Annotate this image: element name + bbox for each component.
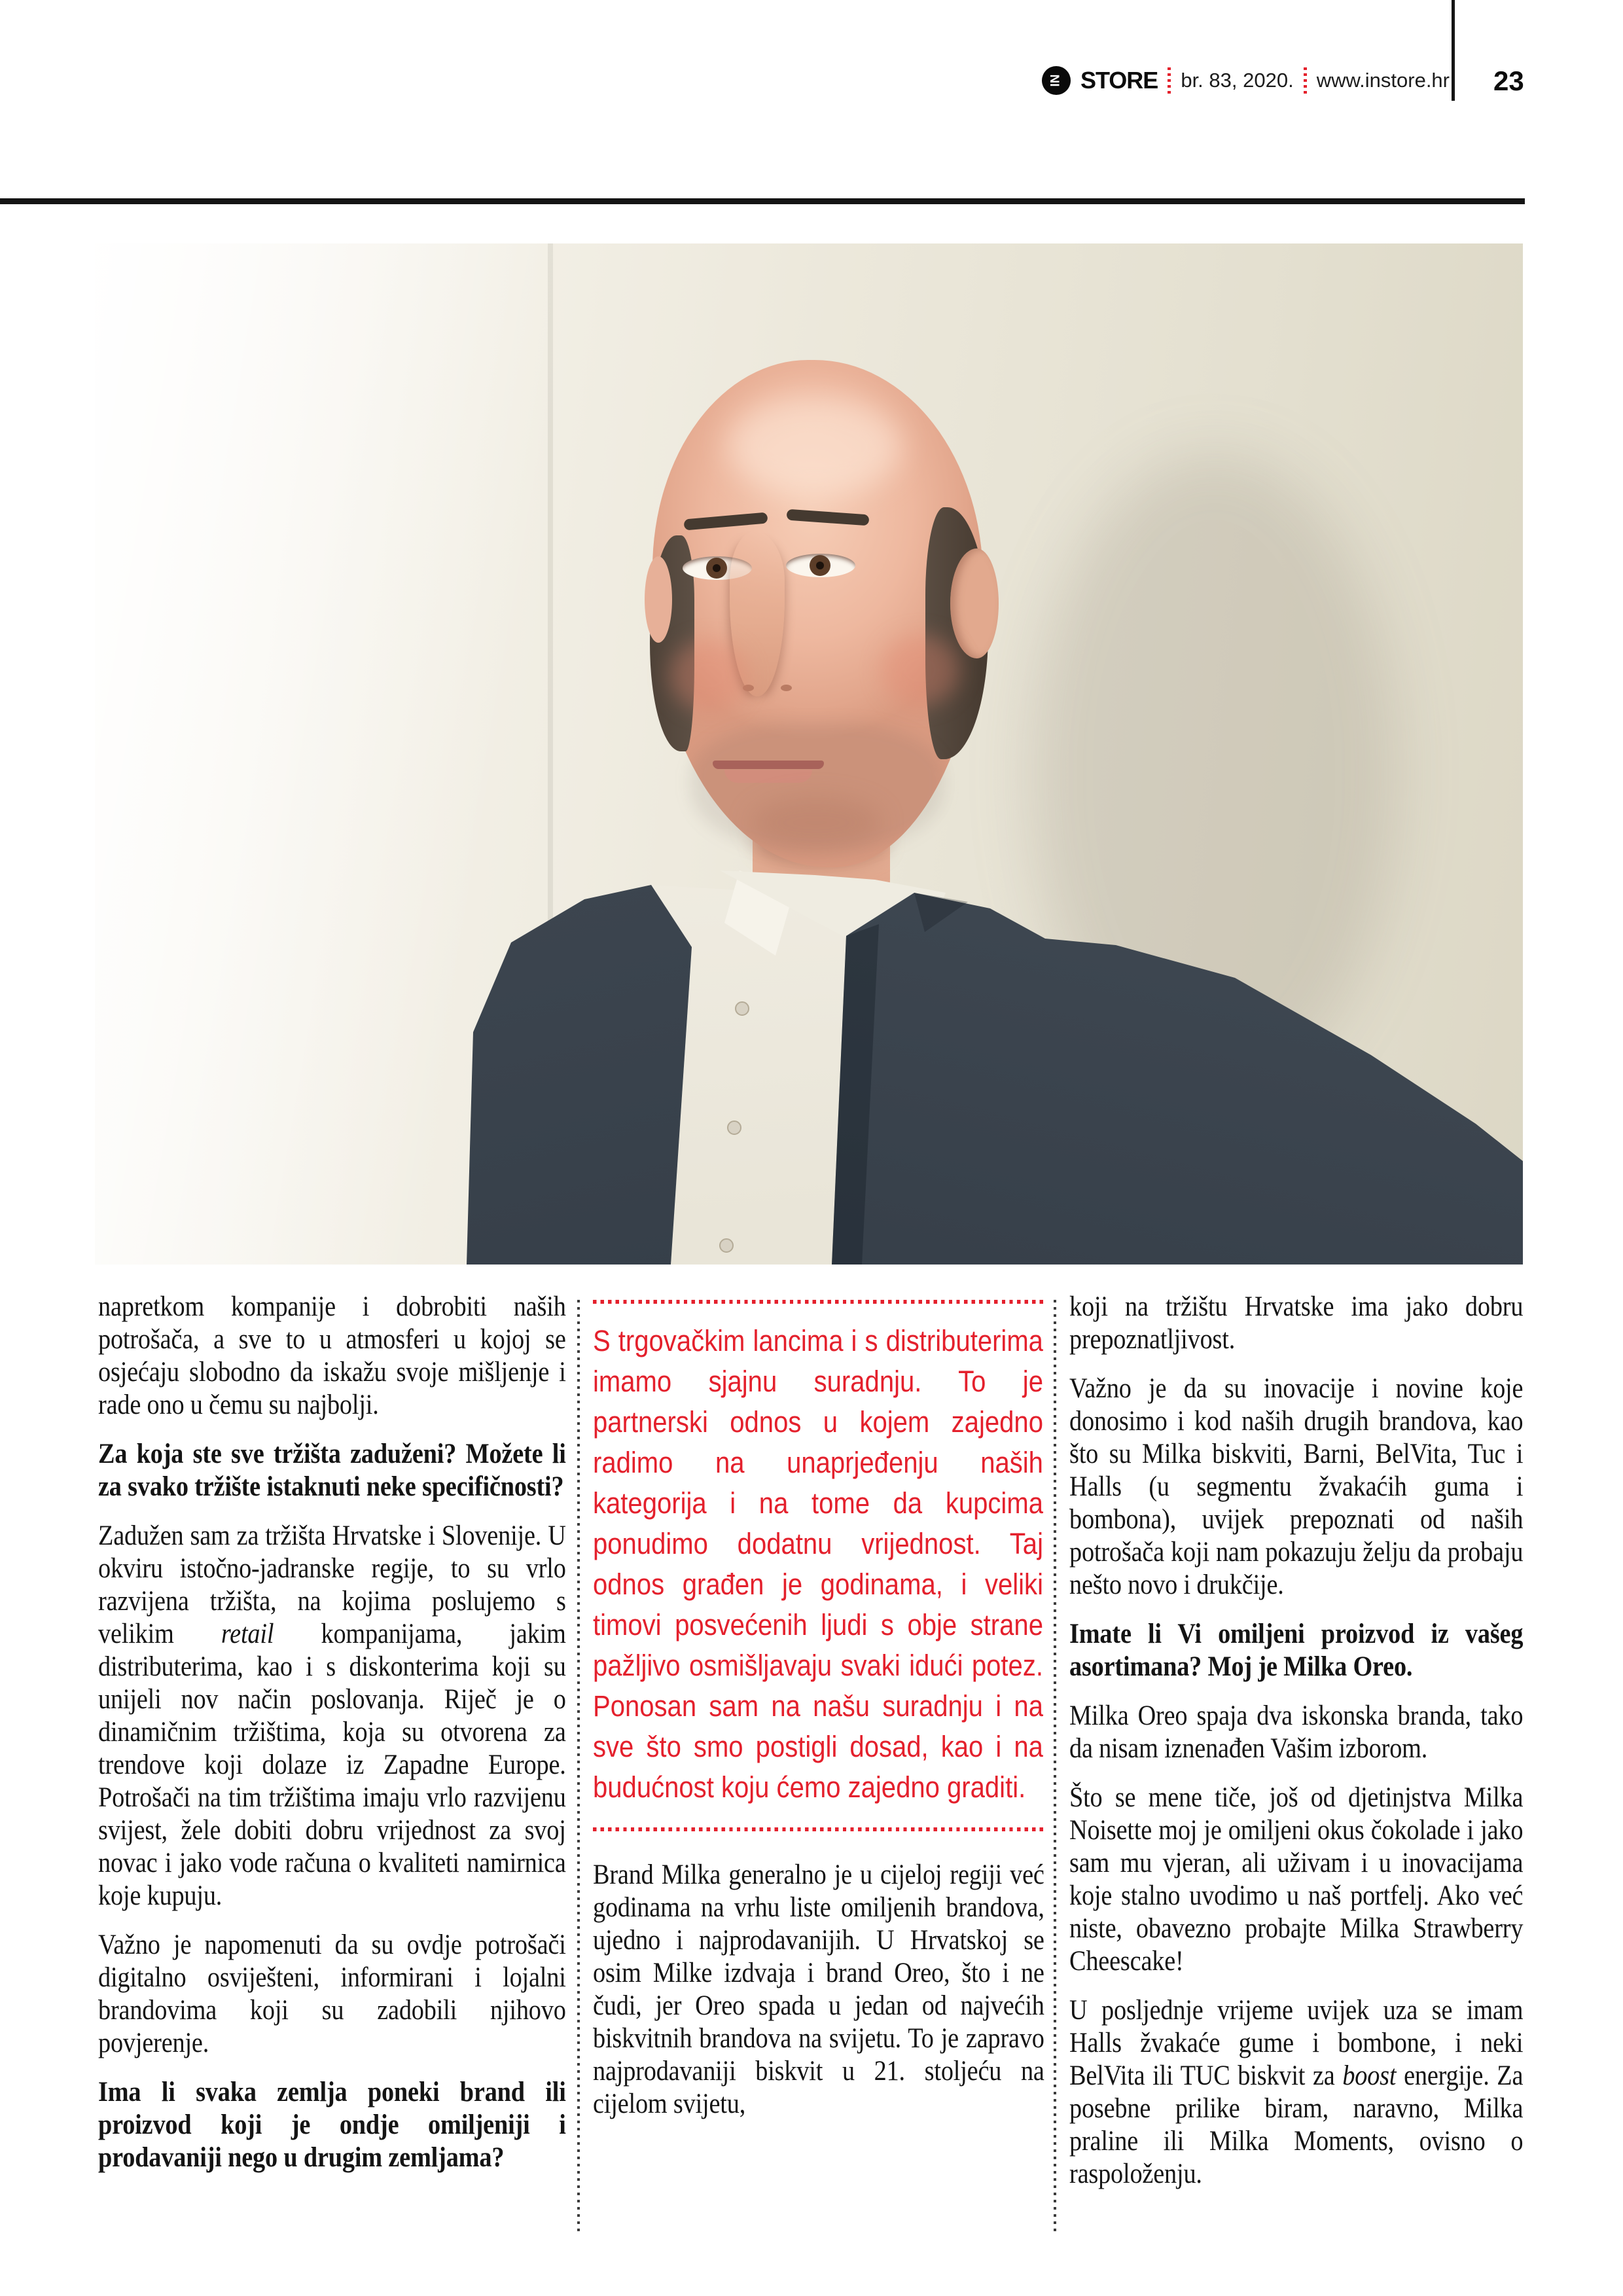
interview-question: Imate li Vi omiljeni proizvod iz vašeg asortimana? Moj je Milka Oreo. <box>1069 1619 1524 1682</box>
masthead-website: www.instore.hr <box>1316 69 1450 92</box>
eyebrow-right <box>787 509 870 526</box>
quote-dotted-border-bottom <box>593 1827 1044 1831</box>
chin-shading <box>751 797 882 848</box>
shirt-button <box>735 1001 749 1016</box>
cheek-blush <box>881 635 959 706</box>
header-rule <box>0 198 1525 204</box>
mouth <box>713 761 824 769</box>
ear-left <box>645 556 672 643</box>
eye-right <box>786 554 855 577</box>
paragraph: Brand Milka generalno je u cijeloj regiji već godinama na vrhu liste omiljenih brandova, ujedno i najprodavanijih. U Hrvatskoj se osim Milke izdvaja i brand Oreo, što i ne čudi, jer Oreo spada u jedan od najvećih biskvitnih brandova na svijetu. To je zapravo najprodavaniji biskvit u 21. stoljeću na cijelom svijetu, <box>593 1859 1044 2119</box>
iris <box>706 558 727 579</box>
masthead-issue: br. 83, 2020. <box>1181 69 1294 92</box>
paragraph-text: U posljednje vrijeme uvijek uza se imam Halls žvakaće gume i bombone, i neki BelVita ili TUC biskvit za <box>1069 1995 1524 2091</box>
ear-right <box>950 548 999 658</box>
article-column-1 <box>98 1291 566 2191</box>
shirt-button <box>719 1238 734 1253</box>
forehead-highlight <box>728 396 901 497</box>
paragraph: Važno je napomenuti da su ovdje potrošači digitalno osviješteni, informirani i lojalni brandovima koji su zadobili njihovo povjerenje. <box>98 1929 566 2058</box>
italic-term: boost <box>1342 2060 1397 2091</box>
paragraph-text: energije. Za posebne prilike biram, naravno, Milka praline ili Milka Moments, ovisno o raspoloženju. <box>1069 2060 1524 2189</box>
masthead-brand: STORE <box>1080 67 1158 94</box>
masthead <box>1042 64 1450 97</box>
red-dotted-separator-icon <box>1168 67 1171 94</box>
nostril <box>781 685 792 691</box>
pupil <box>816 562 824 569</box>
man-head <box>652 360 983 867</box>
red-dotted-separator-icon <box>1304 67 1307 94</box>
cheek-blush <box>669 640 748 711</box>
header-divider-bar <box>1452 0 1455 101</box>
eyebrow-left <box>684 512 768 530</box>
paragraph: Milka Oreo spaja dva iskonska branda, tako da nisam iznenađen Vašim izborom. <box>1069 1700 1524 1764</box>
iris <box>810 555 830 576</box>
paragraph <box>98 1520 566 1912</box>
column-dotted-divider <box>1054 1300 1056 2232</box>
article-column-3 <box>1069 1291 1523 2207</box>
lower-lip <box>724 770 812 783</box>
shirt-button <box>727 1121 741 1135</box>
article-column-2 <box>593 1291 1044 2137</box>
italic-term: retail <box>221 1619 274 1649</box>
instore-logo-icon <box>1042 66 1071 95</box>
pull-quote-text: S trgovačkim lancima i s distributerima imamo sjajnu suradnju. To je partnerski odnos u kojem zajedno radimo na unaprjeđenju naših kategorija i na tome da kupcima ponudimo dodatnu vrijednost. Taj odnos građen je godinama, i veliki timovi posvećenih ljudi s obje strane pažljivo osmišljavaju svaki idući potez. Ponosan sam na našu suradnju i na sve što smo postigli dosad, kao i na budućnost koju ćemo zajedno graditi. <box>593 1324 1043 1804</box>
paragraph: koji na tržištu Hrvatske ima jako dobru prepoznatljivost. <box>1069 1291 1524 1355</box>
portrait-photo <box>95 243 1523 1265</box>
paragraph-text: kompanijama, jakim distributerima, kao i s diskonterima koji su unijeli nov način poslovanja. Riječ je o dinamičnim tržištima, koja su otvorena za trendove koji dolaze iz Zapadne Europe. Potrošači na tim tržištima imaju vrlo razvijenu svijest, žele dobiti dobru vrijednost za svoj novac i jako vode računa o kvaliteti namirnica koje kupuju. <box>98 1619 566 1911</box>
column-dotted-divider <box>577 1300 580 2232</box>
paragraph: napretkom kompanije i dobrobiti naših potrošača, a sve to u atmosferi u kojoj se osjećaju slobodno da iskažu svoje mišljenje i rade ono u čemu su najbolji. <box>98 1291 566 1420</box>
interview-question: Ima li svaka zemlja poneki brand ili proizvod koji je ondje omiljeniji i prodavaniji nego u drugim zemljama? <box>98 2077 566 2173</box>
paragraph: Važno je da su inovacije i novine koje donosimo i kod naših drugih brandova, kao što su Milka biskviti, Barni, BelVita, Tuc i Halls (u segmentu žvakaćih guma i bombona), uvijek prepoznati od naših potrošača koji nam pokazuju želju da probaju nešto novo i drukčije. <box>1069 1373 1524 1600</box>
paragraph: Što se mene tiče, još od djetinjstva Milka Noisette moj je omiljeni okus čokolade i jako sam mu vjeran, ali uživam i u inovacijama koje stalno uvodimo u naš portfelj. Ako već niste, obavezno probajte Milka Strawberry Cheescake! <box>1069 1782 1524 1977</box>
pupil <box>713 564 721 572</box>
pull-quote <box>593 1300 1044 1831</box>
interview-question: Za koja ste sve tržišta zaduženi? Možete li za svako tržište istaknuti neke specifičnosti? <box>98 1439 566 1502</box>
paragraph <box>1069 1994 1523 2191</box>
logo-in-text: IN <box>1048 74 1063 87</box>
paragraph-text: Zadužen sam za tržišta Hrvatske i Slovenije. U okviru istočno-jadranske regije, to su vrlo razvijena tržišta, na kojima poslujemo s velikim <box>98 1520 566 1649</box>
page-number: 23 <box>1493 65 1524 96</box>
